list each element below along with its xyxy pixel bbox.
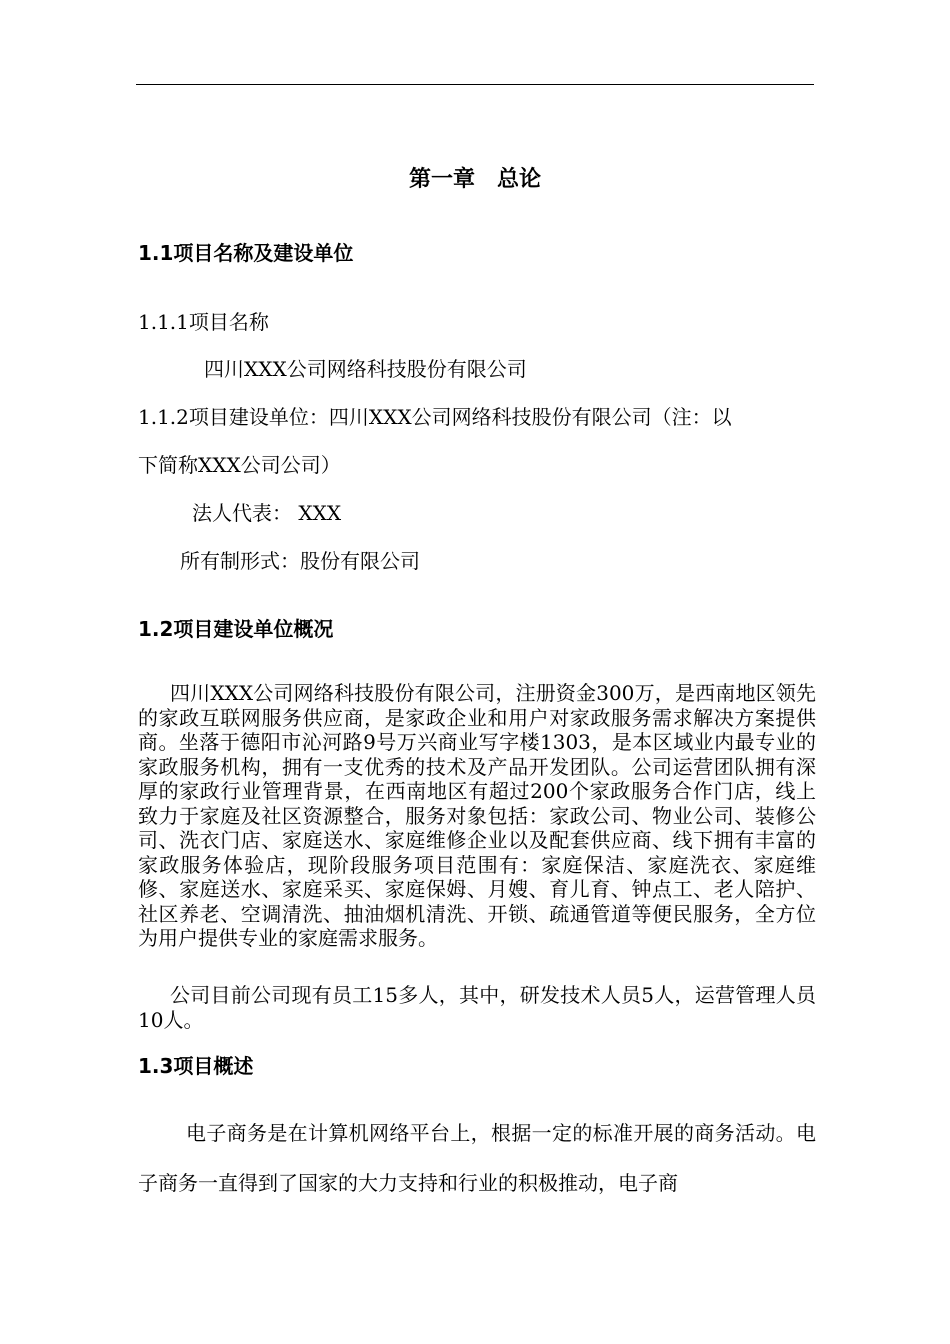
subheading-1-1-2-continued: 下简称XXX公司公司） (138, 453, 341, 477)
company-overview-paragraph: 四川XXX公司网络科技股份有限公司，注册资金300万，是西南地区领先的家政互联网服务供应商，是家政企业和用户对家政服务需求解决方案提供商。坐落于德阳市沁河路9号万兴商业写字楼1303，是本区域业内最专业的家政服务机构，拥有一支优秀的技术及产品开发团队。公司运营团队拥有深厚的家政行业管理背景，在西南地区有超过200个家政服务合作门店，线上致力于家庭及社区资源整合，服务对象包括：家政公司、物业公司、装修公司、洗衣门店、家庭送水、家庭维修企业以及配套供应商、线下拥有丰富的家政服务体验店，现阶段服务项目范围有：家庭保洁、家庭洗衣、家庭维修、家庭送水、家庭采买、家庭保姆、月嫂、育儿育、钟点工、老人陪护、社区养老、空调清洗、抽油烟机清洗、开锁、疏通管道等便民服务，全方位为用户提供专业的家庭需求服务。 (138, 681, 816, 950)
section-heading-1-2: 1.2项目建设单位概况 (138, 617, 334, 641)
project-name: 四川XXX公司网络科技股份有限公司 (204, 357, 527, 381)
subheading-1-1-2: 1.1.2项目建设单位：四川XXX公司网络科技股份有限公司（注：以 (138, 405, 732, 429)
section-heading-1-3: 1.3项目概述 (138, 1054, 254, 1078)
section-heading-1-1: 1.1项目名称及建设单位 (138, 241, 354, 265)
ownership-form: 所有制形式：股份有限公司 (180, 549, 420, 573)
legal-representative: 法人代表： XXX (192, 501, 342, 525)
chapter-title: 第一章 总论 (408, 167, 541, 192)
header-rule (136, 84, 814, 85)
subheading-1-1-1: 1.1.1项目名称 (138, 310, 269, 334)
staff-paragraph: 公司目前公司现有员工15多人，其中，研发技术人员5人，运营管理人员10人。 (138, 983, 816, 1032)
project-overview-paragraph: 电子商务是在计算机网络平台上，根据一定的标准开展的商务活动。电子商务一直得到了国家的大力支持和行业的积极推动，电子商 (138, 1121, 816, 1195)
